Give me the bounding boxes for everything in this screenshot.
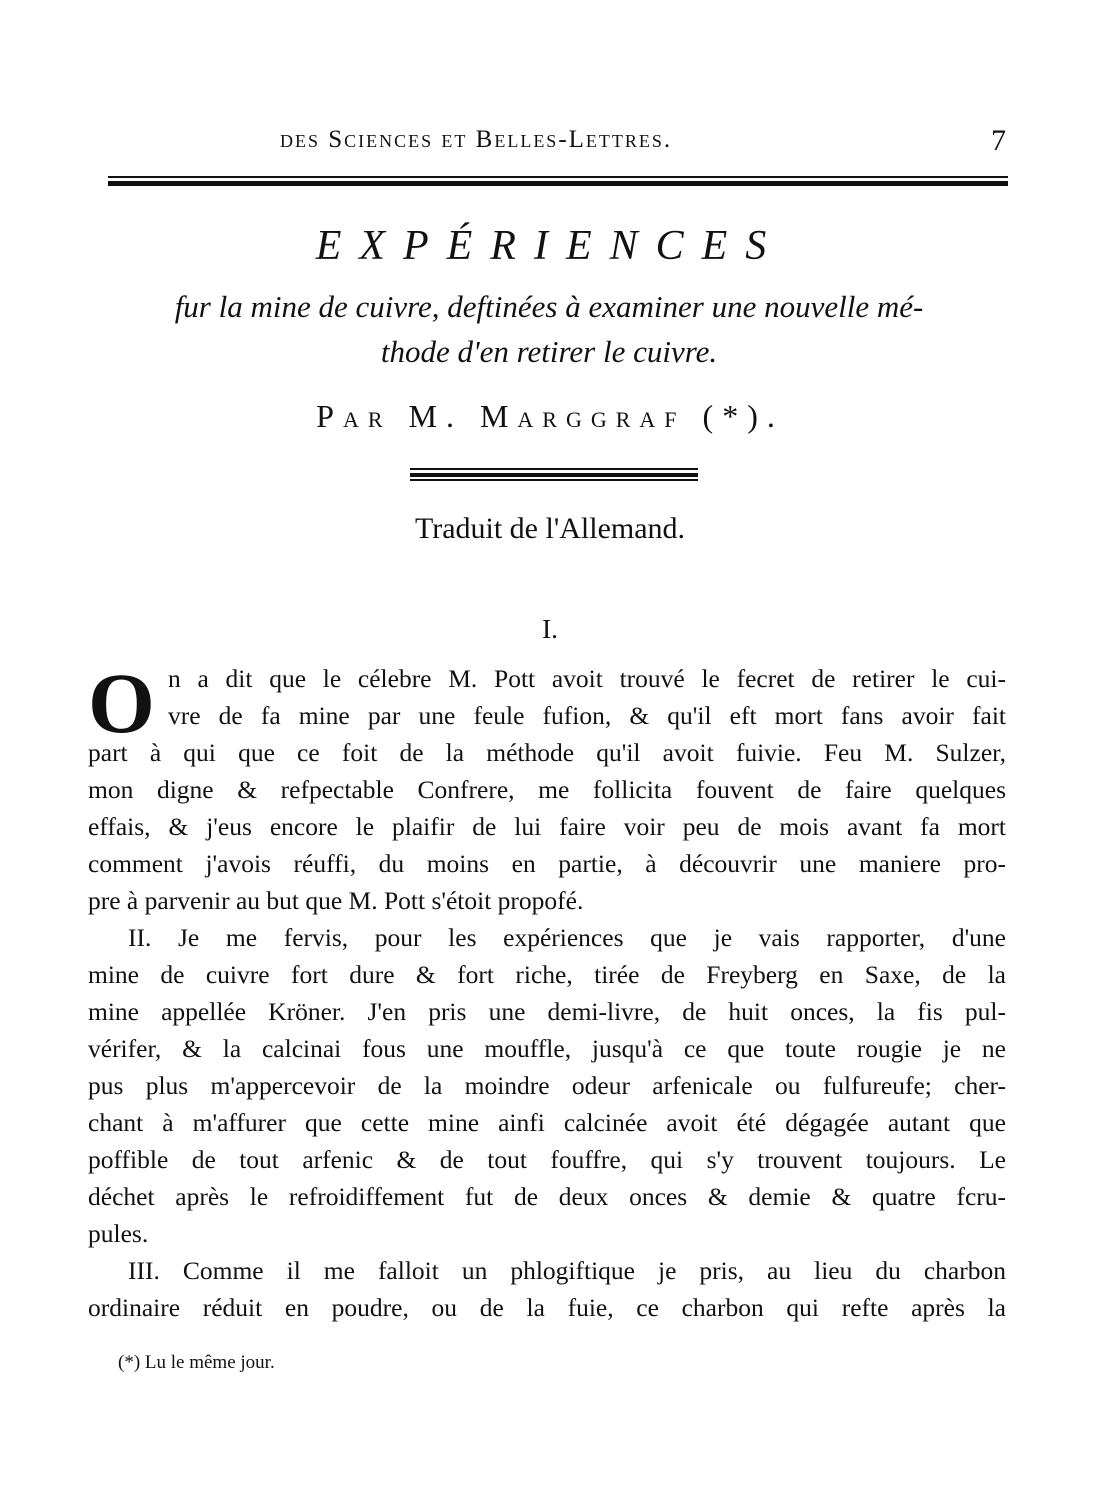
text-line: mine de cuivre fort dure & fort riche, tirée de Freyberg en Saxe, de la	[88, 960, 1006, 989]
footnote: (*) Lu le même jour.	[118, 1352, 275, 1373]
text-line: ordinaire réduit en poudre, ou de la fuie, ce charbon qui refte après la	[88, 1293, 1006, 1322]
text-line: III. Comme il me falloit un phlogiftique je pris, au lieu du charbon	[128, 1256, 1006, 1285]
ornamental-rule-bottom	[410, 479, 698, 481]
section-number: I.	[542, 614, 558, 644]
paragraph-1	[88, 655, 1006, 919]
ornamental-rule-top	[410, 468, 698, 470]
ornamental-rule-middle	[410, 473, 698, 477]
drop-cap: O	[88, 655, 155, 751]
subtitle-line-1: fur la mine de cuivre, deftinées à examiner une nouvelle mé-	[174, 289, 924, 324]
text-line: pus plus m'appercevoir de la moindre odeur arfenicale ou fulfureufe; cher-	[88, 1071, 1006, 1100]
dropcap-indent-block	[88, 660, 1006, 734]
text-line: pre à parvenir au but que M. Pott s'étoit propofé.	[88, 886, 584, 915]
text-line: pules.	[88, 1219, 149, 1248]
header-rule	[108, 176, 1008, 188]
header-rule-thick	[108, 181, 1008, 186]
text-line: vre de fa mine par une feule fufion, & qu'il eft mort fans avoir fait	[168, 701, 1006, 730]
text-line: chant à m'affurer que cette mine ainfi calcinée avoit été dégagée autant que	[88, 1108, 1006, 1137]
running-head	[110, 126, 1010, 162]
article-title: EXPÉRIENCES	[315, 223, 785, 269]
text-line: effais, & j'eus encore le plaifir de lui faire voir peu de mois avant fa mort	[88, 812, 1006, 841]
text-line: déchet après le refroidiffement fut de deux onces & demie & quatre fcru-	[88, 1182, 1006, 1211]
text-line: part à qui que ce foit de la méthode qu'il avoit fuivie. Feu M. Sulzer,	[88, 738, 1006, 767]
paragraph-2	[88, 919, 1006, 1252]
subtitle-line-2: thode d'en retirer le cuivre.	[380, 334, 718, 369]
text-line: comment j'avois réuffi, du moins en partie, à découvrir une maniere pro-	[88, 849, 1006, 878]
text-line: n a dit que le célebre M. Pott avoit trouvé le fecret de retirer le cui-	[168, 664, 1006, 693]
article-subtitle	[88, 284, 1010, 374]
text-line: mine appellée Kröner. J'en pris une demi-livre, de huit onces, la fis pul-	[88, 997, 1006, 1026]
body-text	[88, 655, 1006, 1326]
translation-note: Traduit de l'Allemand.	[414, 512, 686, 545]
author-line: Par M. Marggraf (*).	[316, 398, 784, 434]
running-title: des Sciences et Belles-Lettres.	[280, 126, 673, 153]
paragraph-3	[88, 1252, 1006, 1326]
text-line: II. Je me fervis, pour les expériences que je vais rapporter, d'une	[128, 923, 1006, 952]
header-rule-thin	[108, 176, 1008, 178]
text-line: vérifer, & la calcinai fous une mouffle, jusqu'à ce que toute rougie je ne	[88, 1034, 1006, 1063]
page-number: 7	[991, 124, 1006, 157]
text-line: mon digne & refpectable Confrere, me follicita fouvent de faire quelques	[88, 775, 1006, 804]
ornamental-rule	[410, 468, 698, 482]
text-line: poffible de tout arfenic & de tout fouffre, qui s'y trouvent toujours. Le	[88, 1145, 1006, 1174]
